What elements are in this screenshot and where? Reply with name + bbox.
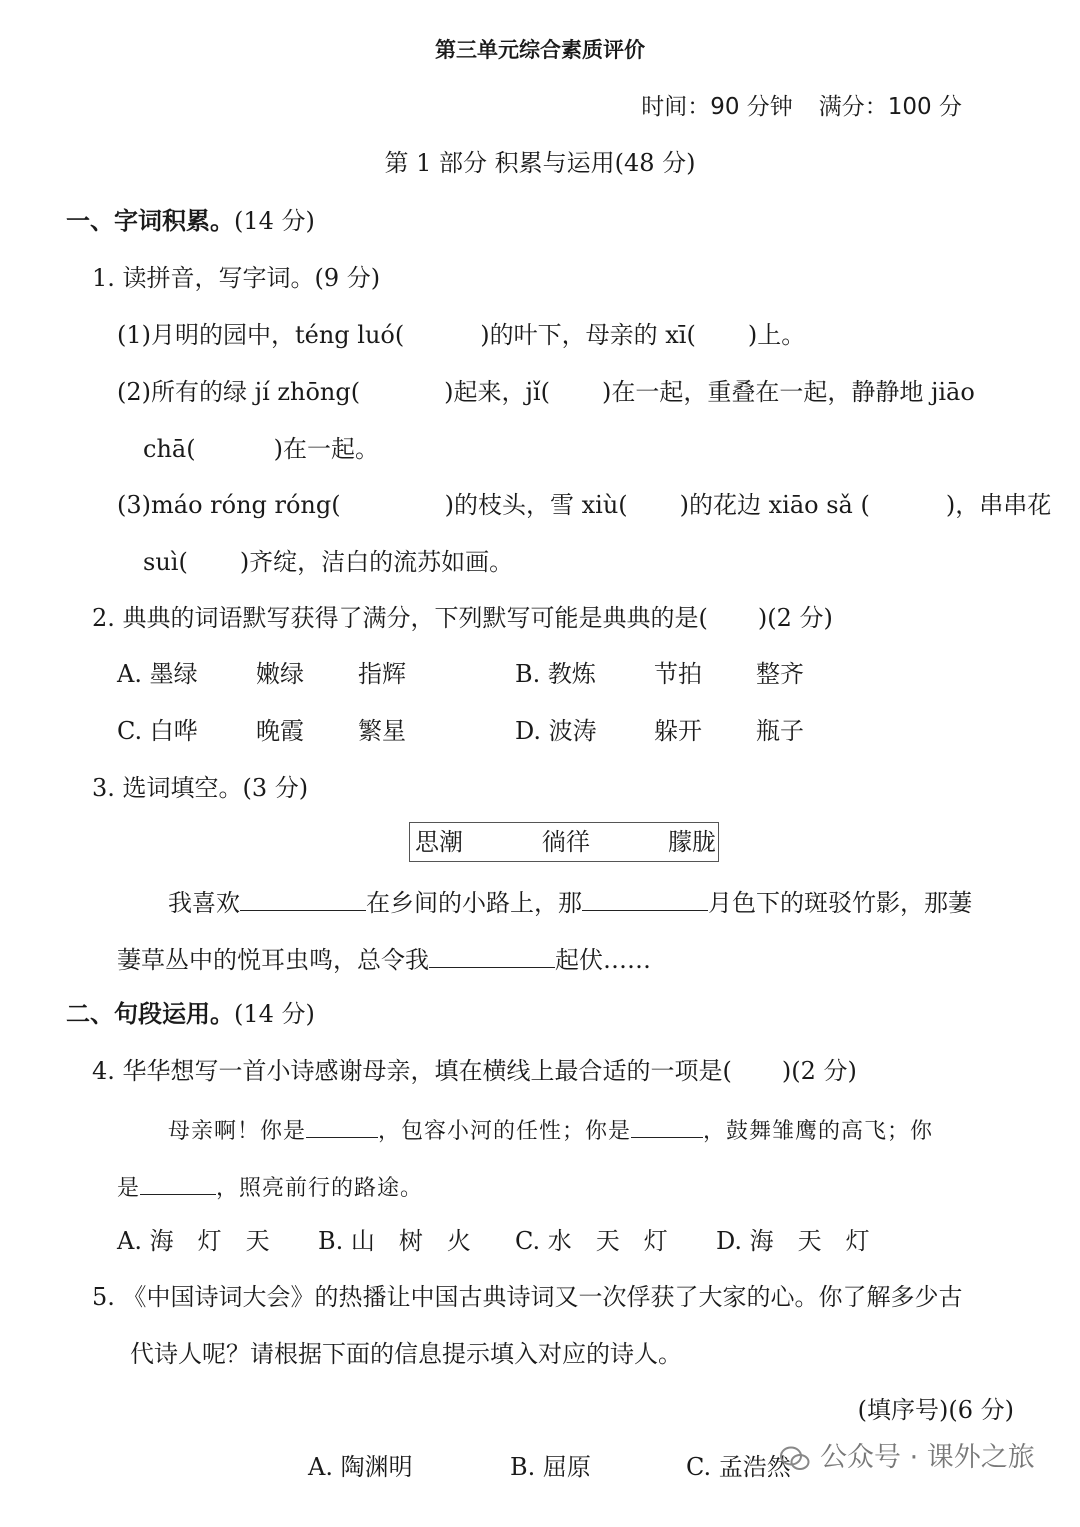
question-1-item-3-cont: suì( )齐绽，洁白的流苏如画。	[143, 548, 514, 576]
question-4-option-c: C. 水 天 灯	[515, 1227, 668, 1255]
question-5-note: (填序号)(6 分)	[857, 1396, 1014, 1424]
section-1-label: 一、字词积累。	[66, 206, 234, 235]
part-heading: 第 1 部分 积累与运用(48 分)	[384, 149, 696, 177]
time-limit: 时间：90 分钟	[641, 94, 793, 120]
question-4-poem-line-1: 母亲啊！你是 ，包容小河的任性；你是 ，鼓舞雏鹰的高飞；你	[168, 1113, 933, 1147]
question-2-option-a: A. 墨绿	[117, 660, 198, 688]
word-bank-box	[409, 822, 719, 862]
section-1-points: (14 分)	[234, 207, 315, 235]
question-1-item-2: (2)所有的绿 jí zhōng( )起来，jǐ( )在一起，重叠在一起，静静地 jiāo	[117, 378, 975, 406]
section-2-heading	[66, 999, 315, 1029]
option-a-word-2: 嫩绿	[256, 660, 304, 688]
question-1-stem: 1. 读拼音，写字词。(9 分)	[92, 264, 381, 292]
question-2-option-d: D. 波涛	[515, 717, 597, 745]
word-bank-item: 思潮	[415, 828, 463, 856]
question-4-stem: 4. 华华想写一首小诗感谢母亲，填在横线上最合适的一项是( )(2 分)	[92, 1057, 857, 1085]
option-b-word-2: 节拍	[654, 660, 702, 688]
wechat-logo-icon	[780, 1446, 810, 1472]
question-5-option-b: B. 屈原	[510, 1453, 591, 1481]
question-4-option-b: B. 山 树 火	[318, 1227, 471, 1255]
section-2-label: 二、句段运用。	[66, 999, 234, 1028]
page-title: 第三单元综合素质评价	[435, 38, 645, 62]
question-2-stem: 2. 典典的词语默写获得了满分，下列默写可能是典典的是( )(2 分)	[92, 604, 833, 632]
question-5-option-a: A. 陶渊明	[308, 1453, 413, 1481]
question-4-option-a: A. 海 灯 天	[117, 1227, 270, 1255]
full-score: 满分：100 分	[818, 94, 962, 120]
question-2-option-c: C. 白哗	[117, 717, 198, 745]
word-bank-item: 徜徉	[542, 828, 590, 856]
watermark-text: 公众号 · 课外之旅	[820, 1442, 1035, 1473]
question-4-poem-line-2: 是 ，照亮前行的路途。	[117, 1170, 423, 1204]
question-3-passage-line-1: 我喜欢 在乡间的小路上，那 月色下的斑驳竹影，那萋	[168, 886, 972, 918]
question-1-item-2-cont: chā( )在一起。	[143, 435, 379, 463]
exam-meta	[641, 92, 962, 122]
question-5-line-1: 5. 《中国诗词大会》的热播让中国古典诗词又一次俘获了大家的心。你了解多少古	[92, 1283, 963, 1311]
word-bank-item: 朦胧	[668, 828, 716, 856]
option-a-word-3: 指辉	[358, 660, 406, 688]
question-3-stem: 3. 选词填空。(3 分)	[92, 774, 309, 802]
question-3-passage-line-2: 萋草丛中的悦耳虫鸣，总令我 起伏……	[117, 943, 651, 975]
option-c-word-2: 晚霞	[256, 717, 304, 745]
question-2-option-b: B. 教炼	[515, 660, 596, 688]
option-c-word-3: 繁星	[358, 717, 406, 745]
question-1-item-3: (3)máo róng róng( )的枝头，雪 xiù( )的花边 xiāo sǎ ( )，串串花	[117, 491, 1052, 519]
section-2-points: (14 分)	[234, 1000, 315, 1028]
question-5-option-c: C. 孟浩然	[686, 1453, 791, 1481]
option-b-word-3: 整齐	[756, 660, 804, 688]
question-5-line-2: 代诗人呢？请根据下面的信息提示填入对应的诗人。	[130, 1340, 682, 1368]
option-d-word-2: 躲开	[654, 717, 702, 745]
option-d-word-3: 瓶子	[756, 717, 804, 745]
question-1-item-1: (1)月明的园中，téng luó( )的叶下，母亲的 xī( )上。	[117, 321, 806, 349]
section-1-heading	[66, 206, 315, 236]
watermark	[780, 1440, 1035, 1476]
question-4-option-d: D. 海 天 灯	[716, 1227, 870, 1255]
